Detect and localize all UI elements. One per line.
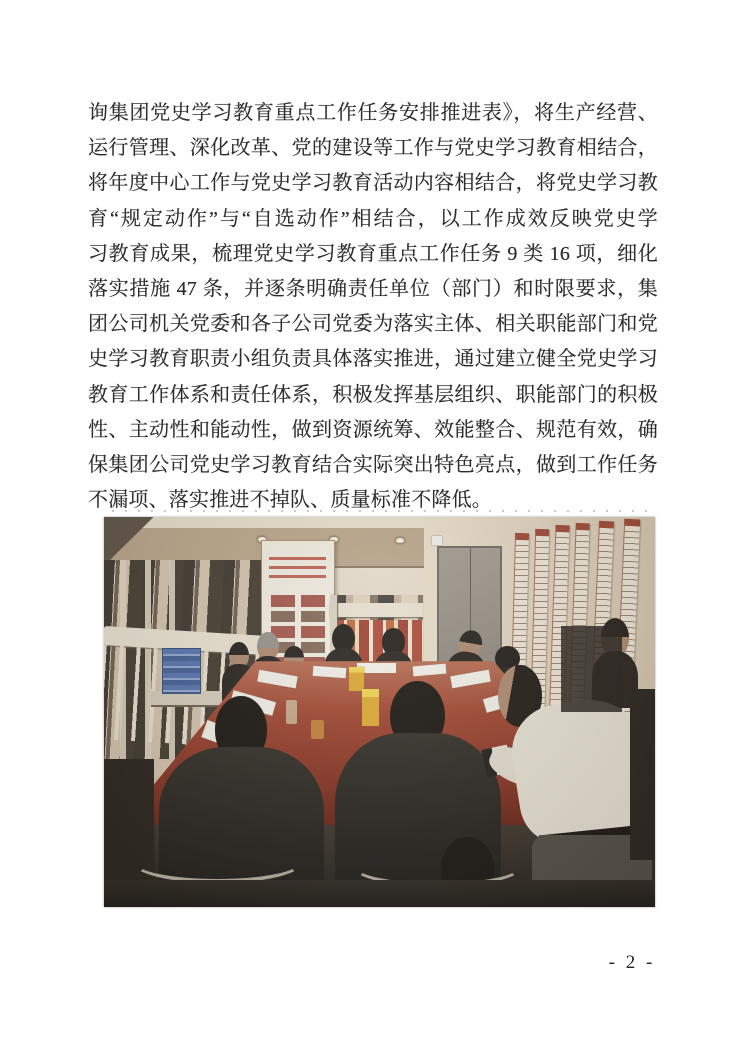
paragraph-line: 将年度中心工作与党史学习教育活动内容相结合，将党史学习教: [88, 172, 658, 195]
paragraph-line: 教育工作体系和责任体系，积极发挥基层组织、职能部门的积极: [88, 383, 658, 406]
paragraph-line: 习教育成果，梳理党史学习教育重点工作任务 9 类 16 项，细化: [88, 242, 658, 265]
banner-title-lines: [269, 557, 326, 584]
paragraph-line: 落实措施 47 条，并逐条明确责任单位（部门）和时限要求，集: [88, 277, 658, 300]
paragraph-line: 运行管理、深化改革、党的建设等工作与党史学习教育相结合，: [88, 137, 658, 160]
photo-ceiling-corner: [104, 517, 154, 566]
page-number: - 2 -: [608, 952, 656, 973]
door-sign: [432, 536, 442, 545]
body-paragraph: [88, 96, 658, 518]
paragraph-line: 不漏项、落实推进不掉队、质量标准不降低。: [88, 489, 492, 512]
paragraph-line: 团公司机关党委和各子公司党委为落实主体、相关职能部门和党: [88, 313, 658, 336]
ceiling-light: [396, 538, 404, 543]
scan-artifact: [112, 510, 648, 512]
meeting-photo: [104, 517, 655, 907]
photo-bottom-shadow: [104, 880, 655, 907]
paragraph-line: 性、主动性和能动性，做到资源统筹、效能整合、规范有效，确: [88, 418, 658, 441]
paragraph-line: 保集团公司党史学习教育结合实际突出特色亮点，做到工作任务: [88, 453, 658, 476]
photo-blue-box: [162, 648, 201, 695]
chair-chrome-base: [132, 841, 303, 883]
paragraph-line: 史学习教育职责小组负责具体落实推进，通过建立健全党史学习: [88, 348, 658, 371]
photo-chair: [630, 689, 655, 861]
photo-chair: [561, 626, 622, 712]
paragraph-line: 询集团党史学习教育重点工作任务安排推进表》，将生产经营、: [88, 102, 658, 124]
paragraph-line: 育“规定动作”与“自选动作”相结合，以工作成效反映党史学: [88, 207, 658, 230]
